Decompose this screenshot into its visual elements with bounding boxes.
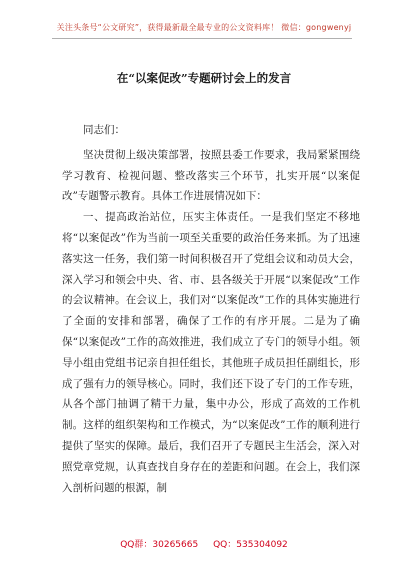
document-body	[62, 120, 360, 498]
header-divider	[52, 38, 352, 39]
qq-number: QQ：535304092	[213, 540, 288, 550]
promo-header: 关注头条号“公文研究”，获得最新最全最专业的公文资料库！ 微信：gongwenyj	[56, 23, 352, 32]
paragraph-section-one: 一、提高政治站位，压实主体责任。一是我们坚定不移地将“以案促改”作为当前一项至关重要的政治任务来抓。为了迅速落实这一任务，我们第一时间积极召开了党组会议和动员大会，深入学习和领会中央、省、市、县各级关于开展“以案促改”工作的会议精神。在会议上，我们对“以案促改”工作的具体实施进行了全面的安排和部署，确保了工作的有序开展。二是为了确保“以案促改”工作的高效推进，我们成立了专门的领导小组。领导小组由党组书记亲自担任组长，其他班子成员担任副组长，形成了强有力的领导核心。同时，我们还下设了专门的工作专班，从各个部门抽调了精干力量，集中办公，形成了高效的工作机制。这样的组织架构和工作模式，为“以案促改”工作的顺利进行提供了坚实的保障。最后，我们召开了专题民主生活会，深入对照党章党规，认真查找自身存在的差距和问题。在会上，我们深入剖析问题的根源，制	[62, 211, 360, 494]
salutation: 同志们：	[83, 124, 125, 136]
document-title: 在“以案促改”专题研讨会上的发言	[116, 71, 292, 85]
qq-group-number: QQ群：30265665	[120, 540, 199, 550]
paragraph-intro: 坚决贯彻上级决策部署，按照县委工作要求，我局紧紧围绕学习教育、检视问题、整改落实三个环节，扎实开展“以案促改”专题警示教育。具体工作进展情况如下：	[62, 148, 360, 203]
contact-footer	[0, 537, 408, 550]
